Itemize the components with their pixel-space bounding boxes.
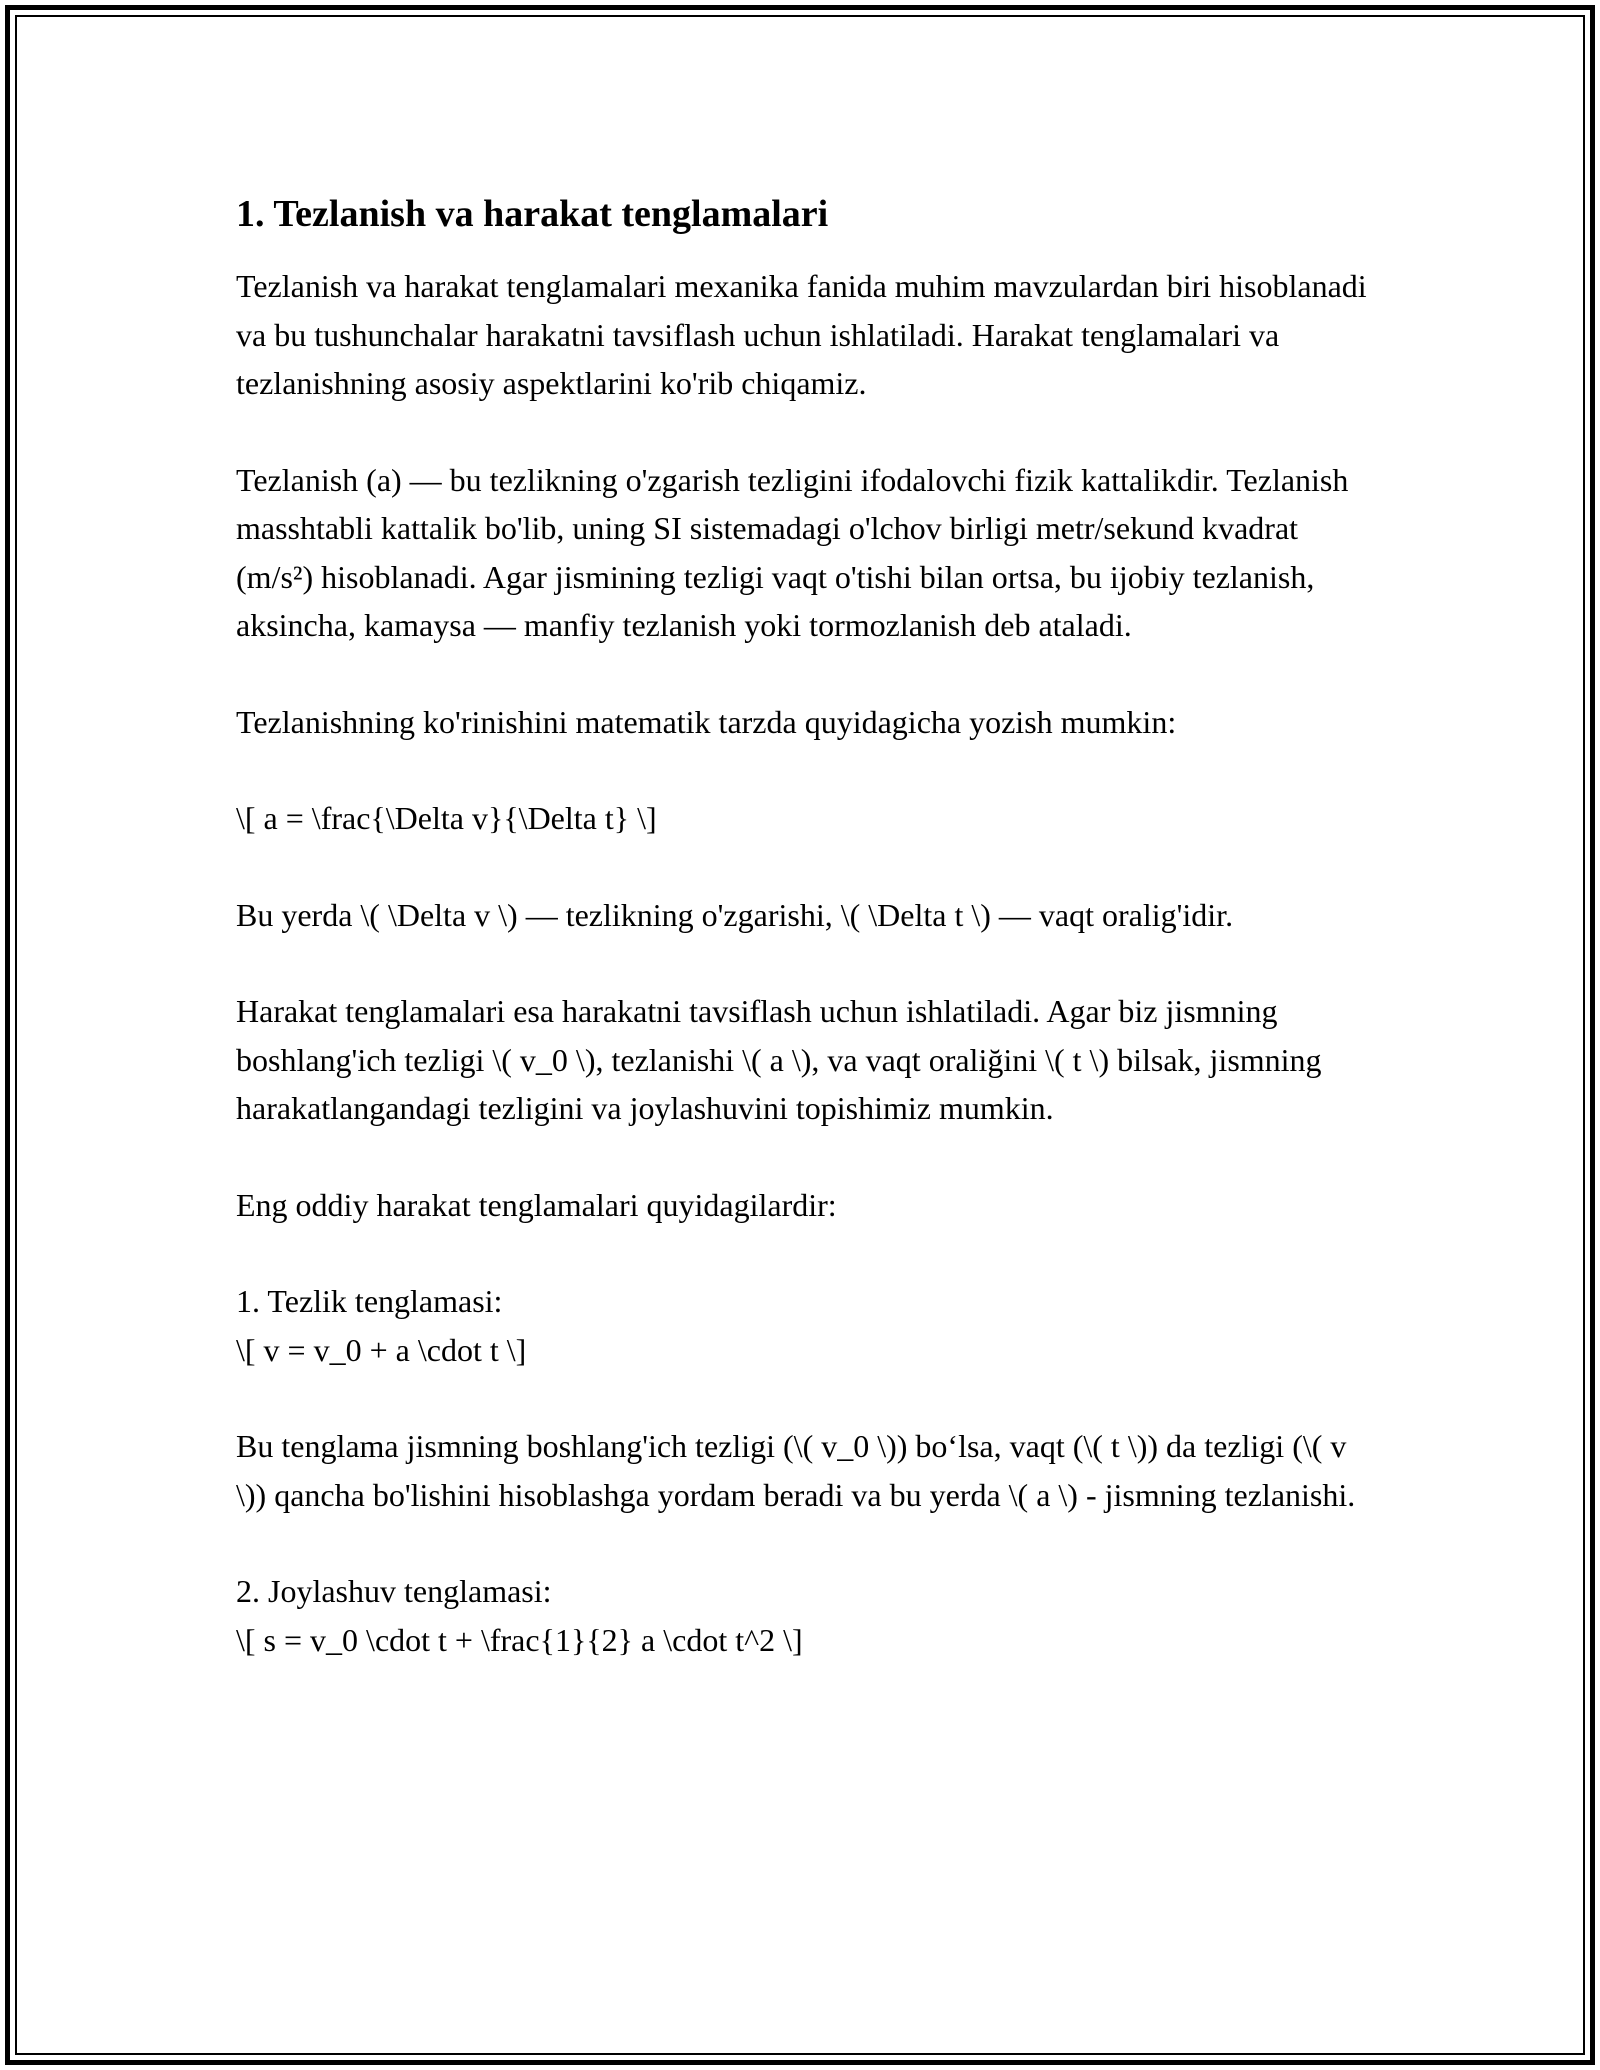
- intro-paragraph: Tezlanish va harakat tenglamalari mexanika fanida muhim mavzulardan biri hisoblanadi va bu tushunchalar harakatni tavsiflash uchun ishlatiladi. Harakat tenglamalari va tezlanishning asosiy aspektlarini ko'rib chiqamiz.: [236, 268, 1367, 401]
- velocity-equation-explanation: Bu tenglama jismning boshlang'ich tezligi (\( v_0 \)) bo‘lsa, vaqt (\( t \)) da tezligi (\( v \)) qancha bo'lishini hisoblashga yordam beradi va bu yerda \( a \) - jismning tezlanishi.: [236, 1428, 1356, 1513]
- section-title: 1. Tezlanish va harakat tenglamalari: [236, 193, 829, 235]
- acceleration-definition-paragraph: Tezlanish (a) — bu tezlikning o'zgarish tezligini ifodalovchi fizik kattalikdir. Tezlanish masshtabli kattalik bo'lib, uning SI sistemadagi o'lchov birligi metr/sekund kvadrat (m/s²) hisoblanadi. Agar jismining tezligi vaqt o'tishi bilan ortsa, bu ijobiy tezlanish, aksincha, kamaysa — manfiy tezlanish yoki tormozlanish deb ataladi.: [236, 461, 1349, 643]
- math-form-intro-paragraph: Tezlanishning ko'rinishini matematik tarzda quyidagicha yozish mumkin:: [236, 703, 1177, 740]
- formula-explanation-paragraph: Bu yerda \( \Delta v \) — tezlikning o'zgarishi, \( \Delta t \) — vaqt oralig'idir.: [236, 896, 1234, 933]
- simplest-equations-intro: Eng oddiy harakat tenglamalari quyidagilardir:: [236, 1186, 837, 1223]
- document-body: [236, 186, 1376, 1664]
- velocity-equation-heading: 1. Tezlik tenglamasi:: [236, 1283, 503, 1319]
- position-equation-formula: \[ s = v_0 \cdot t + \frac{1}{2} a \cdot t^2 \]: [236, 1621, 803, 1658]
- velocity-equation-formula: \[ v = v_0 + a \cdot t \]: [236, 1331, 527, 1368]
- position-equation-heading: 2. Joylashuv tenglamasi:: [236, 1573, 552, 1609]
- equations-of-motion-paragraph: Harakat tenglamalari esa harakatni tavsiflash uchun ishlatiladi. Agar biz jismning boshlang'ich tezligi \( v_0 \), tezlanishi \( a \), va vaqt oraliğini \( t \) bilsak, jismning harakatlangandagi tezligini va joylashuvini topishimiz mumkin.: [236, 993, 1322, 1126]
- acceleration-formula: \[ a = \frac{\Delta v}{\Delta t} \]: [236, 800, 657, 836]
